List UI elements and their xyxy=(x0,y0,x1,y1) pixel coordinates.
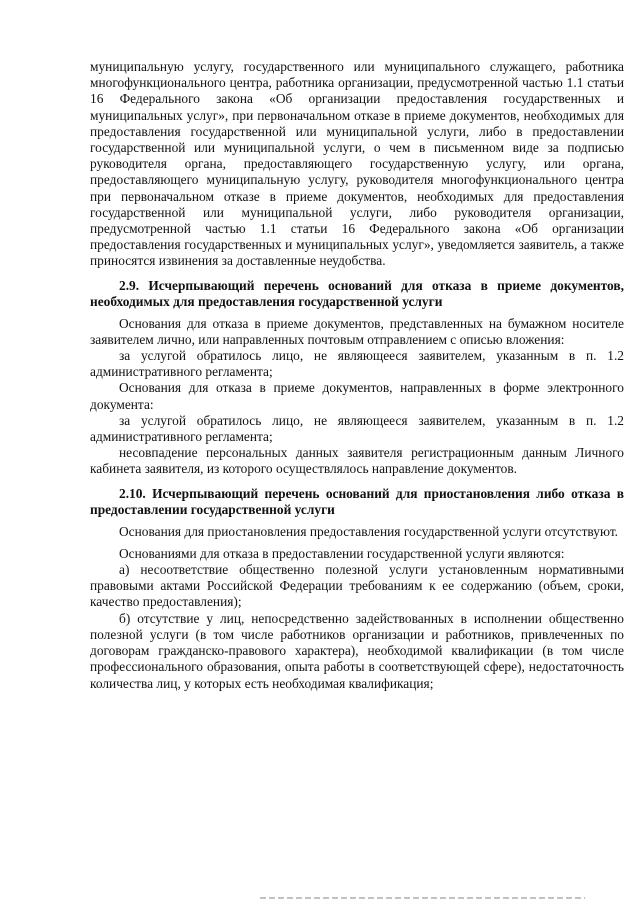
section-2-10-heading: 2.10. Исчерпывающий перечень оснований для приостановления либо отказа в предоставлении государственной услуги xyxy=(90,485,624,517)
document-body xyxy=(90,59,624,692)
paragraph-2-10-2: Основаниями для отказа в предоставлении государственной услуги являются: xyxy=(119,545,565,561)
intro-paragraph: муниципальную услугу, государственного или муниципального служащего, работника многофункционального центра, работника организации, предусмотренной частью 1.1 статьи 16 Федерального закона «Об организации предоставления государственных и муниципальных услуг», при первоначальном отказе в приеме документов, необходимых для предоставления государственной или муниципальной услуги, либо в предоставлении государственной или муниципальной услуги, о чем в письменном виде за подписью руководителя органа, предоставляющего государственную услугу, или органа, предоставляющего муниципальную услугу, руководителя многофункционального центра при первоначальном отказе в приеме документов, необходимых для предоставления государственной или муниципальной услуги, либо руководителя организации, предусмотренной частью 1.1 статьи 16 Федерального закона «Об организации предоставления государственных и муниципальных услуг», уведомляется заявитель, а также приносятся извинения за доставленные неудобства. xyxy=(90,59,624,269)
paragraph-2-10-1: Основания для приостановления предоставления государственной услуги отсутствуют. xyxy=(119,523,619,539)
paragraph-2-10-3: а) несоответствие общественно полезной услуги установленным нормативными правовыми актами Российской Федерации требованиям к ее содержанию (объем, сроки, качество предоставления); xyxy=(90,562,624,610)
paragraph-2-9-5: несовпадение персональных данных заявителя регистрационным данным Личного кабинета заявителя, из которого осуществлялось направление документов. xyxy=(90,445,624,477)
section-2-9-heading: 2.9. Исчерпывающий перечень оснований для отказа в приеме документов, необходимых для предоставления государственной услуги xyxy=(90,277,624,309)
paragraph-2-9-2: за услугой обратилось лицо, не являющееся заявителем, указанным в п. 1.2 административного регламента; xyxy=(90,348,624,380)
paragraph-2-9-3: Основания для отказа в приеме документов, направленных в форме электронного документа: xyxy=(90,380,624,412)
paragraph-2-10-4: б) отсутствие у лиц, непосредственно задействованных в исполнении общественно полезной услуги (в том числе работников организации и работников, привлеченных по договорам гражданско-правового характера), необходимой квалификации (в том числе профессионального образования, опыта работы в соответствующей сфере), недостаточность количества лиц, у которых есть необходимая квалификация; xyxy=(90,610,624,691)
paragraph-2-9-4: за услугой обратилось лицо, не являющееся заявителем, указанным в п. 1.2 административного регламента; xyxy=(90,412,624,445)
scan-artifact-line xyxy=(260,897,585,899)
paragraph-2-9-1: Основания для отказа в приеме документов, представленных на бумажном носителе заявителем лично, или направленных почтовым отправлением с описью вложения: xyxy=(90,315,624,347)
